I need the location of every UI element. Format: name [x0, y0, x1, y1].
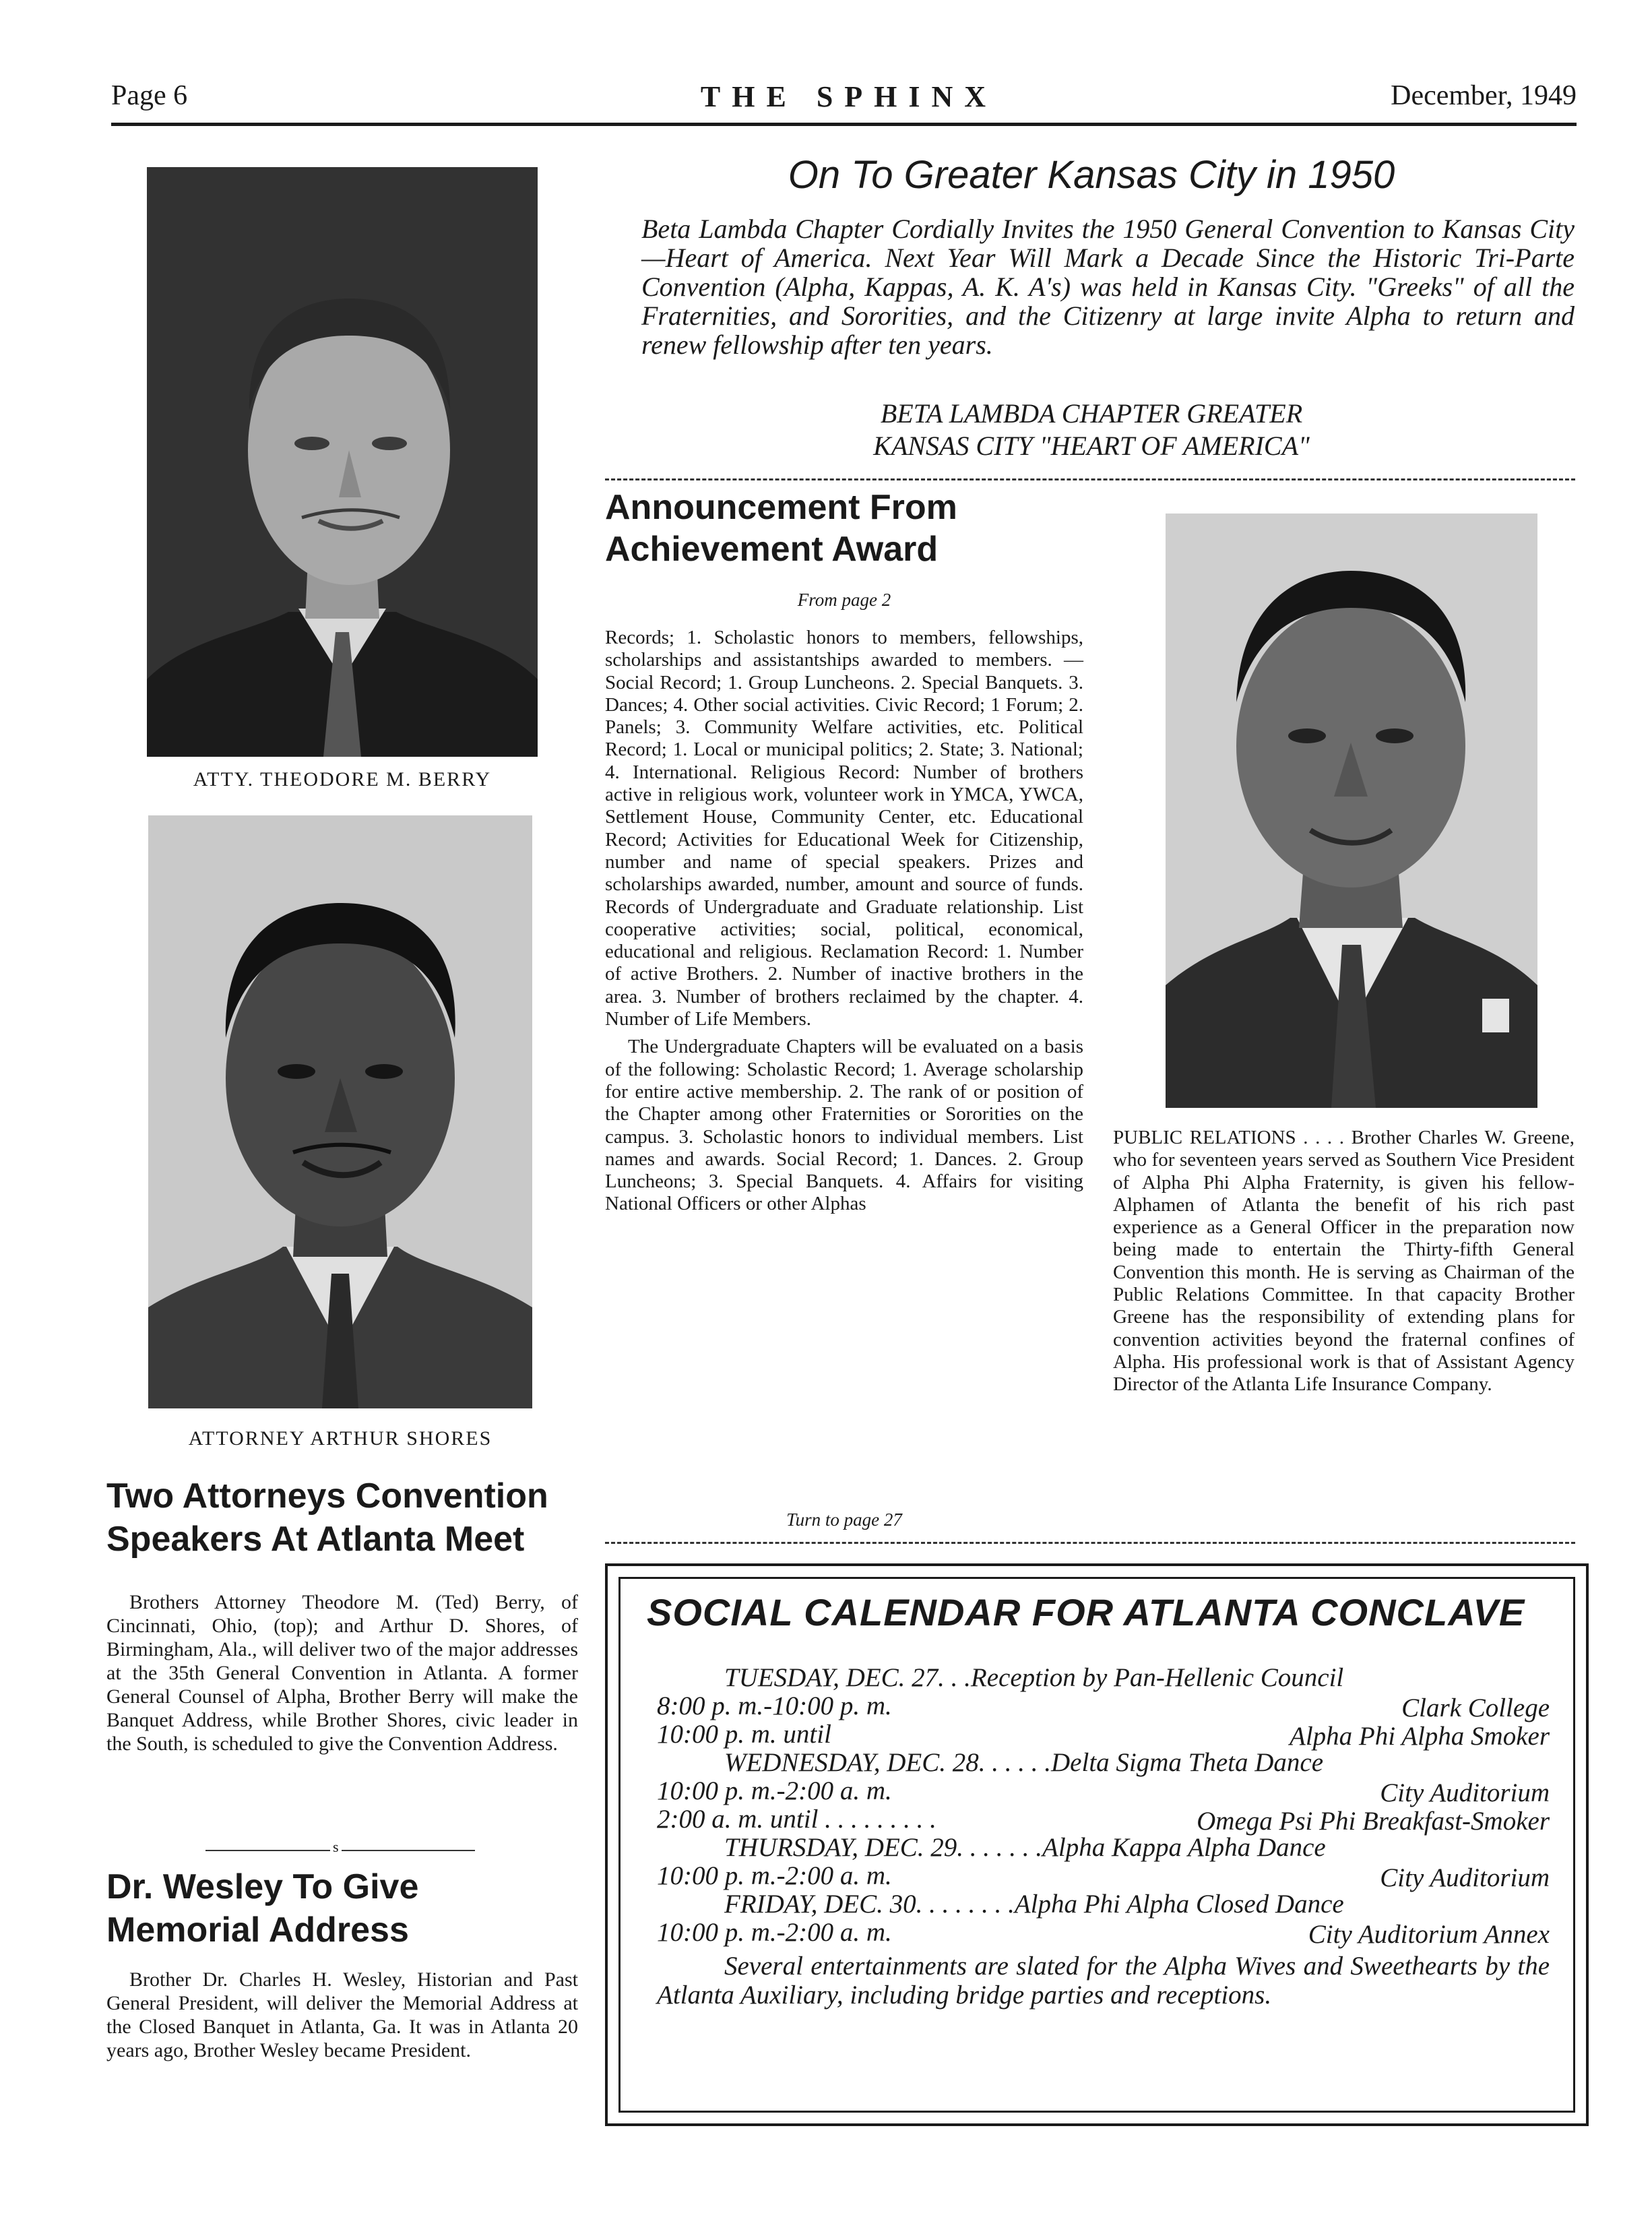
calendar-line-time-7: 10:00 p. m.-2:00 a. m. — [657, 1861, 892, 1890]
announcement-headline — [605, 487, 957, 570]
calendar-line-time-9: 10:00 p. m.-2:00 a. m. — [657, 1918, 892, 1947]
greene-article — [1113, 1127, 1575, 1403]
kansas-signature-line1: BETA LAMBDA CHAPTER GREATER — [880, 398, 1303, 429]
caption-berry: ATTY. THEODORE M. BERRY — [193, 768, 492, 790]
calendar-venue-1: Clark College — [1401, 1693, 1550, 1722]
caption-shores: ATTORNEY ARTHUR SHORES — [188, 1427, 493, 1450]
kansas-signature-line2: KANSAS CITY "HEART OF AMERICA" — [873, 431, 1310, 461]
kansas-signature — [606, 398, 1577, 462]
wesley-article — [106, 1968, 578, 2069]
dashed-divider-bottom — [605, 1542, 1575, 1544]
calendar-footer: Several entertainments are slated for the Alpha Wives and Sweethearts by the Atlanta Auxiliary, including bridge parties and receptions. — [657, 1952, 1550, 2010]
greene-body: Brother Charles W. Greene, who for seventeen years served as Southern Vice President of Alpha Phi Alpha Fraternity, is given his fellow-Alphamen of Atlanta the benefit of his rich past experience as a General Officer in the preparation now being made to entertain the Thirty-fifth General Convention this month. He is serving as Chairman of the Public Relations Committee. In that capacity Brother Greene has the responsibility of extending plans for convention activities beyond the fraternal confines of Alpha. His professional work is that of Assistant Agency Director of the Atlanta Life Insurance Company. — [1113, 1127, 1575, 1396]
calendar-venue-9: City Auditorium Annex — [1308, 1920, 1550, 1949]
attorneys-headline-line2: Speakers At Atlanta Meet — [106, 1520, 525, 1559]
announcement-para1: Records; 1. Scholastic honors to members, fellowships, scholarships and assistantships awarded to members. —Social Record; 1. Group Luncheons. 2. Special Banquets. 3. Dances; 4. Other social activities. Civic Record; 1 Forum; 2. Panels; 3. Community Welfare activities, etc. Political Record; 1. Local or municipal politics; 2. State; 3. National; 4. International. Religious Record: Number of brothers active in religious work, volunteer work in YMCA, YWCA, Settlement House, Community Center, etc. Educational Record; Activities for Educational Week for Citizenship, number and name of special speakers. Prizes and scholarships awarded, number, amount and source of funds. Records of Undergraduate and Graduate relationship. List cooperative activities; social, political, economical, educational and religious. Reclamation Record: 1. Number of active Brothers. 2. Number of inactive brothers in the area. 3. Number of brothers reclaimed by the chapter. 4. Number of Life Members. — [605, 627, 1083, 1030]
announcement-article — [605, 627, 1083, 1222]
calendar-event-2: Alpha Phi Alpha Smoker — [1290, 1722, 1550, 1751]
separator-mark: s — [330, 1838, 342, 1856]
calendar-line-tuesday: TUESDAY, DEC. 27. . .Reception by Pan-Hellenic Council — [724, 1663, 1344, 1692]
greene-paragraph — [1113, 1127, 1575, 1396]
announcement-para2: The Undergraduate Chapters will be evaluated on a basis of the following: Scholastic Record; 1. Average scholarship for entire active membership. 2. The rank of or position of the Chapter among other Fraternities or Sororities on the campus. 3. Scholastic honors to individual members. List names and awards. Social Record; 1. Dances. 2. Group Luncheons; 3. Special Banquets. 4. Affairs for visiting National Officers or other Alphas — [605, 1036, 1083, 1215]
wesley-headline-line1: Dr. Wesley To Give — [106, 1867, 419, 1906]
attorneys-headline-line1: Two Attorneys Convention — [106, 1476, 548, 1516]
calendar-line-wednesday: WEDNESDAY, DEC. 28. . . . . .Delta Sigma Theta Dance — [724, 1748, 1324, 1777]
calendar-event-5: Omega Psi Phi Breakfast-Smoker — [1197, 1807, 1550, 1836]
calendar-line-time-1: 8:00 p. m.-10:00 p. m. — [657, 1691, 892, 1720]
photo-greene — [1166, 514, 1537, 1108]
dashed-divider-top — [605, 478, 1575, 480]
photo-berry — [147, 167, 538, 757]
issue-date: December, 1949 — [1391, 80, 1577, 111]
announcement-headline-line2: Achievement Award — [605, 530, 939, 569]
attorneys-body: Brothers Attorney Theodore M. (Ted) Berry, of Cincinnati, Ohio, (top); and Arthur D. Shores, of Birmingham, Ala., will deliver two of the major addresses at the 35th General Convention in Atlanta. A former General Counsel of Alpha, Brother Berry will make the Banquet Address, while Brother Shores, civic leader in the South, is scheduled to give the Convention Address. — [106, 1591, 578, 1755]
calendar-venue-7: City Auditorium — [1380, 1863, 1550, 1892]
greene-lead: PUBLIC RELATIONS . . . . — [1113, 1127, 1345, 1148]
calendar-line-friday: FRIDAY, DEC. 30. . . . . . . .Alpha Phi Alpha Closed Dance — [724, 1890, 1344, 1919]
calendar-venue-4: City Auditorium — [1380, 1778, 1550, 1807]
attorneys-article — [106, 1590, 578, 1762]
photo-shores — [148, 815, 532, 1408]
page-number: Page 6 — [111, 80, 188, 111]
calendar-line-thursday: THURSDAY, DEC. 29. . . . . . .Alpha Kappa Alpha Dance — [724, 1833, 1326, 1862]
masthead: THE SPHINX — [700, 80, 998, 113]
calendar-line-time-4: 10:00 p. m.-2:00 a. m. — [657, 1776, 892, 1805]
wesley-headline — [106, 1865, 418, 1952]
kansas-headline: On To Greater Kansas City in 1950 — [788, 153, 1395, 197]
calendar-title: SOCIAL CALENDAR FOR ATLANTA CONCLAVE — [647, 1591, 1525, 1634]
wesley-headline-line2: Memorial Address — [106, 1910, 409, 1950]
turn-to-page-note: Turn to page 27 — [786, 1510, 902, 1530]
header-rule — [111, 123, 1577, 126]
calendar-line-time-2: 10:00 p. m. until — [657, 1720, 831, 1749]
announcement-headline-line1: Announcement From — [605, 488, 957, 527]
kansas-body: Beta Lambda Chapter Cordially Invites the 1950 General Convention to Kansas City—Heart of America. Next Year Will Mark a Decade Since the Historic Tri-Parte Convention (Alpha, Kappas, A. K. A's) was held in Kansas City. "Greeks" of all the Fraternities, and Sororities, and the Citizenry at large invite Alpha to return and renew fellowship after ten years. — [641, 214, 1575, 360]
from-page-note: From page 2 — [797, 590, 891, 610]
calendar-line-time-5: 2:00 a. m. until . . . . . . . . . — [657, 1805, 936, 1834]
wesley-body: Brother Dr. Charles H. Wesley, Historian and Past General President, will deliver the Memorial Address at the Closed Banquet in Atlanta, Ga. It was in Atlanta 20 years ago, Brother Wesley became President. — [106, 1968, 578, 2061]
attorneys-headline — [106, 1474, 548, 1561]
